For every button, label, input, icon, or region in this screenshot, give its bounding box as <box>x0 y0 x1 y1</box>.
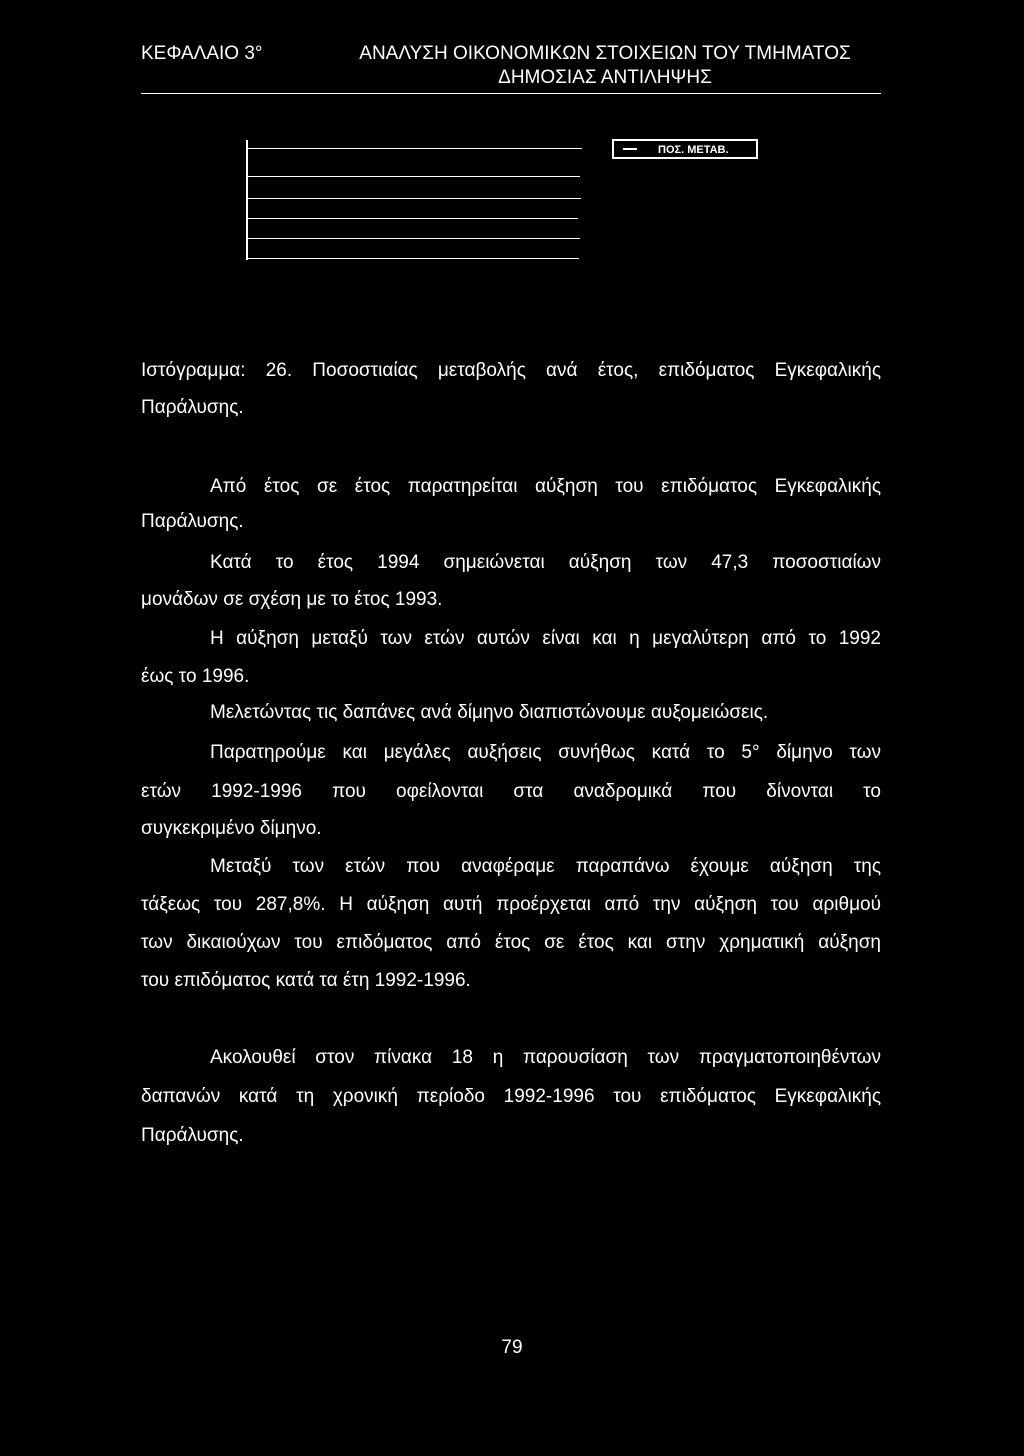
header-title-line-2: ΔΗΜΟΣΙΑΣ ΑΝΤΙΛΗΨΗΣ <box>498 67 712 88</box>
legend-label: ΠΟΣ. ΜΕΤΑΒ. <box>658 144 729 156</box>
header-rule <box>141 93 881 94</box>
figure-caption-line-2: Παράλυσης. <box>141 397 244 418</box>
paragraph-6-line-4: του επιδόματος κατά τα έτη 1992-1996. <box>141 970 471 991</box>
header-title-line-1: ΑΝΑΛΥΣΗ ΟΙΚΟΝΟΜΙΚΩΝ ΣΤΟΙΧΕΙΩΝ ΤΟΥ ΤΜΗΜΑΤΟΣ <box>359 43 851 64</box>
paragraph-2-line-2: μονάδων σε σχέση με το έτος 1993. <box>141 589 443 610</box>
chart-gridline <box>246 238 580 239</box>
paragraph-6-line-3: των δικαιούχων του επιδόματος από έτος σε έτος και στην χρηματική αύξηση <box>141 932 881 953</box>
paragraph-5-line-1: Παρατηρούμε και μεγάλες αυξήσεις συνήθως κατά το 5° δίμηνο των <box>210 742 881 763</box>
chart-y-axis <box>246 140 248 260</box>
paragraph-4-line-1: Μελετώντας τις δαπάνες ανά δίμηνο διαπιστώνουμε αυξομειώσεις. <box>210 702 769 723</box>
paragraph-2-line-1: Κατά το έτος 1994 σημειώνεται αύξηση των 47,3 ποσοστιαίων <box>210 552 881 573</box>
chart-gridline <box>246 176 580 177</box>
paragraph-1-line-2: Παράλυσης. <box>141 511 244 532</box>
figure-caption-line-1: Ιστόγραμμα: 26. Ποσοστιαίας μεταβολής ανά έτος, επιδόματος Εγκεφαλικής <box>141 360 881 381</box>
legend-line-swatch <box>623 148 637 150</box>
paragraph-6-line-2: τάξεως του 287,8%. Η αύξηση αυτή προέρχεται από την αύξηση του αριθμού <box>141 894 881 915</box>
chart-gridline <box>246 198 581 199</box>
chapter-label: ΚΕΦΑΛΑΙΟ 3° <box>141 43 263 64</box>
paragraph-7-line-3: Παράλυσης. <box>141 1125 244 1146</box>
chart-legend <box>612 139 758 159</box>
chart-gridline <box>246 258 579 259</box>
paragraph-5-line-3: συγκεκριμένο δίμηνο. <box>141 818 322 839</box>
header-title <box>329 42 881 90</box>
paragraph-5-line-2: ετών 1992-1996 που οφείλονται στα αναδρομικά που δίνονται το <box>141 781 881 802</box>
page-number: 79 <box>501 1337 523 1358</box>
chart-gridline <box>246 148 582 149</box>
chart-gridline <box>246 218 578 219</box>
paragraph-7-line-1: Ακολουθεί στον πίνακα 18 η παρουσίαση των πραγματοποιηθέντων <box>210 1047 881 1068</box>
paragraph-3-line-1: Η αύξηση μεταξύ των ετών αυτών είναι και η μεγαλύτερη από το 1992 <box>210 628 881 649</box>
paragraph-3-line-2: έως το 1996. <box>141 666 250 687</box>
paragraph-1-line-1: Από έτος σε έτος παρατηρείται αύξηση του επιδόματος Εγκεφαλικής <box>210 476 881 497</box>
paragraph-6-line-1: Μεταξύ των ετών που αναφέραμε παραπάνω έχουμε αύξηση της <box>210 856 881 877</box>
paragraph-7-line-2: δαπανών κατά τη χρονική περίοδο 1992-1996 του επιδόματος Εγκεφαλικής <box>141 1086 881 1107</box>
